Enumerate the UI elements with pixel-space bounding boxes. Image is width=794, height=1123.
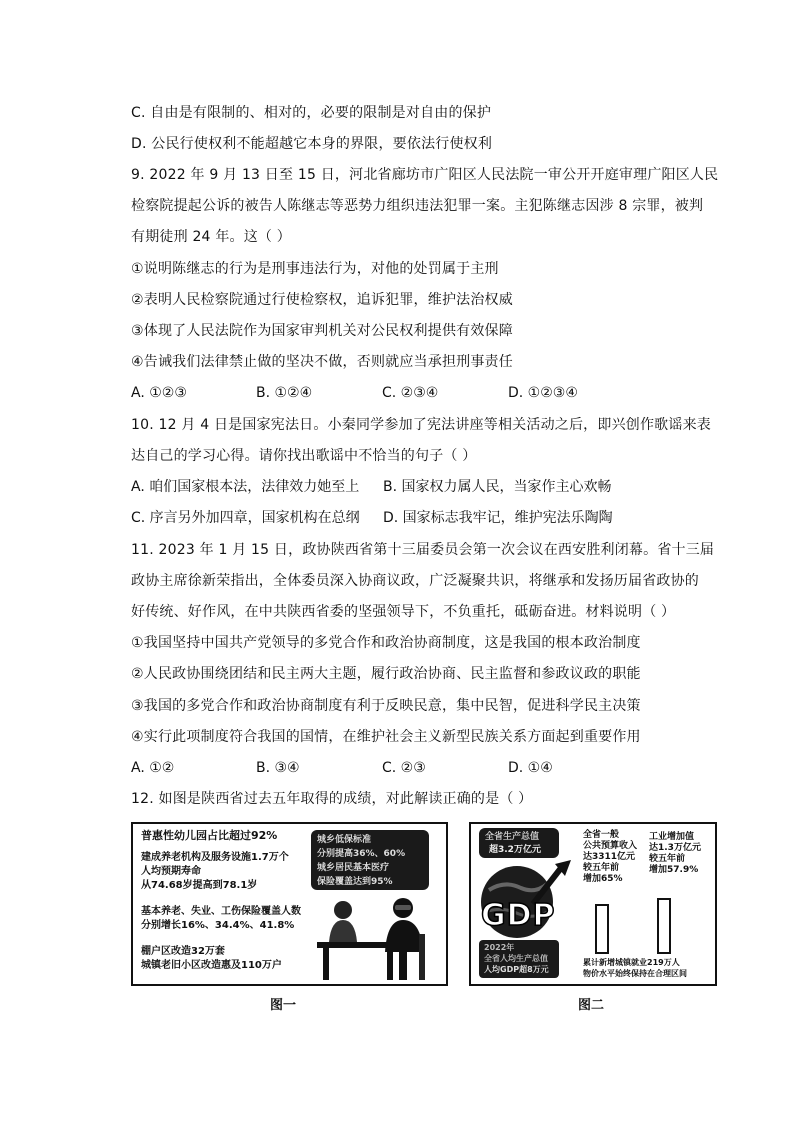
q11-option-c: C. ②③ [382, 760, 426, 776]
fig1-panel-line-2: 分别提高36%、60% [317, 849, 406, 859]
fig2-gdp-label: GDP [481, 898, 556, 933]
fig2-revenue-line-2: 公共预算收入 [583, 841, 638, 851]
fig2-gdp-panel [479, 828, 559, 858]
q12-stem: 12. 如图是陕西省过去五年取得的成绩，对此解读正确的是（ ） [131, 791, 533, 807]
fig1-elderly-care-stat: 建成养老机构及服务设施1.7万个 [141, 852, 289, 863]
q11-option-d: D. ①④ [508, 760, 553, 776]
q8-option-c: C. 自由是有限制的、相对的，必要的限制是对自由的保护 [131, 105, 492, 121]
q9-option-c: C. ②③④ [382, 385, 439, 401]
fig2-revenue-line-5: 增加65% [583, 874, 623, 884]
q10-option-b: B. 国家权力属人民，当家作主心欢畅 [383, 479, 612, 495]
q9-stem-line-3: 有期徒刑 24 年。这（ ） [131, 229, 291, 245]
q11-option-a: A. ①② [131, 760, 175, 776]
q9-statement-1: ①说明陈继志的行为是刑事违法行为，对他的处罚属于主刑 [131, 261, 499, 277]
fig2-bar-revenue [595, 904, 609, 954]
q9-stem-line-1: 9. 2022 年 9 月 13 日至 15 日，河北省廊坊市广阳区人民法院一审公开开庭审理广阳区人民 [131, 167, 719, 183]
fig1-dark-panel [311, 830, 429, 890]
q9-option-a: A. ①②③ [131, 385, 187, 401]
figure-1 [131, 822, 448, 986]
fig1-life-expectancy-label: 人均预期寿命 [141, 866, 201, 877]
q9-statement-2: ②表明人民检察院通过行使检察权，追诉犯罪，维护法治权威 [131, 292, 513, 308]
fig2-price-stat: 物价水平始终保持在合理区间 [583, 969, 687, 978]
q11-stem-line-2: 政协主席徐新荣指出，全体委员深入协商议政，广泛凝聚共识，将继承和发扬历届省政协的 [131, 573, 699, 589]
fig2-employment-stat: 累计新增城镇就业219万人 [583, 958, 680, 967]
q11-statement-2: ②人民政协围绕团结和民主两大主题，履行政治协商、民主监督和参政议政的职能 [131, 666, 641, 682]
fig2-revenue-line-1: 全省一般 [583, 830, 620, 840]
fig1-life-expectancy-value: 从74.68岁提高到78.1岁 [141, 880, 258, 891]
fig2-revenue-line-3: 达3311亿元 [583, 852, 636, 862]
figure-2-caption: 图二 [578, 998, 605, 1013]
figure-1-caption: 图一 [270, 998, 297, 1013]
fig2-per-capita-panel [479, 940, 559, 978]
q9-option-d: D. ①②③④ [508, 385, 578, 401]
q9-option-b: B. ①②④ [256, 385, 313, 401]
q11-statement-4: ④实行此项制度符合我国的国情，在维护社会主义新型民族关系方面起到重要作用 [131, 729, 641, 745]
fig2-bar-industry [657, 898, 671, 954]
fig2-gdp-panel-line-2: 超3.2万亿元 [489, 845, 541, 855]
q11-statement-1: ①我国坚持中国共产党领导的多党合作和政治协商制度，这是我国的根本政治制度 [131, 635, 641, 651]
q10-stem-line-2: 达自己的学习心得。请你找出歌谣中不恰当的句子（ ） [131, 448, 477, 464]
q9-stem-line-2: 检察院提起公诉的被告人陈继志等恶势力组织违法犯罪一案。主犯陈继志因涉 8 宗罪，被判 [131, 198, 704, 214]
fig1-panel-line-4: 保险覆盖达到95% [317, 877, 393, 887]
q11-stem-line-3: 好传统、好作风，在中共陕西省委的坚强领导下，不负重托，砥砺奋进。材料说明（ ） [131, 604, 676, 620]
fig2-gdp-panel-line-1: 全省生产总值 [485, 832, 540, 842]
fig2-industry-line-4: 增加57.9% [649, 865, 699, 875]
figure-2 [469, 822, 717, 986]
fig1-old-community-stat: 城镇老旧小区改造惠及110万户 [141, 960, 282, 971]
fig2-per-capita-line-2: 全省人均生产总值 [484, 954, 548, 963]
fig1-insurance-label: 基本养老、失业、工伤保险覆盖人数 [141, 906, 301, 917]
q10-stem-line-1: 10. 12 月 4 日是国家宪法日。小秦同学参加了宪法讲座等相关活动之后，即兴创作歌谣来表 [131, 417, 711, 433]
fig1-insurance-value: 分别增长16%、34.4%、41.8% [141, 920, 295, 931]
fig2-per-capita-line-1: 2022年 [484, 943, 515, 952]
q9-statement-4: ④告诫我们法律禁止做的坚决不做，否则就应当承担刑事责任 [131, 354, 513, 370]
fig2-per-capita-line-3: 人均GDP超8万元 [484, 965, 549, 974]
fig2-industry-line-2: 达1.3万亿元 [649, 843, 701, 853]
q10-option-c: C. 序言另外加四章，国家机构在总纲 [131, 510, 360, 526]
fig1-shantytown-stat: 棚户区改造32万套 [141, 946, 225, 957]
q8-option-d: D. 公民行使权利不能超越它本身的界限，要依法行使权利 [131, 136, 493, 152]
fig1-panel-line-3: 城乡居民基本医疗 [317, 863, 390, 873]
fig1-kindergarten-stat: 普惠性幼儿园占比超过92% [141, 829, 278, 842]
fig1-panel-line-1: 城乡低保标准 [317, 835, 372, 845]
q10-option-d: D. 国家标志我牢记，维护宪法乐陶陶 [383, 510, 613, 526]
fig2-industry-line-1: 工业增加值 [649, 832, 695, 842]
fig2-industry-line-3: 较五年前 [649, 854, 686, 864]
q11-stem-line-1: 11. 2023 年 1 月 15 日，政协陕西省第十三届委员会第一次会议在西安胜利闭幕。省十三届 [131, 542, 715, 558]
q9-statement-3: ③体现了人民法院作为国家审判机关对公民权利提供有效保障 [131, 323, 513, 339]
q11-option-b: B. ③④ [256, 760, 300, 776]
fig2-revenue-line-4: 较五年前 [583, 863, 620, 873]
q10-option-a: A. 咱们国家根本法，法律效力她至上 [131, 479, 360, 495]
q11-statement-3: ③我国的多党合作和政治协商制度有利于反映民意，集中民智，促进科学民主决策 [131, 698, 641, 714]
consultation-illustration [303, 894, 443, 982]
